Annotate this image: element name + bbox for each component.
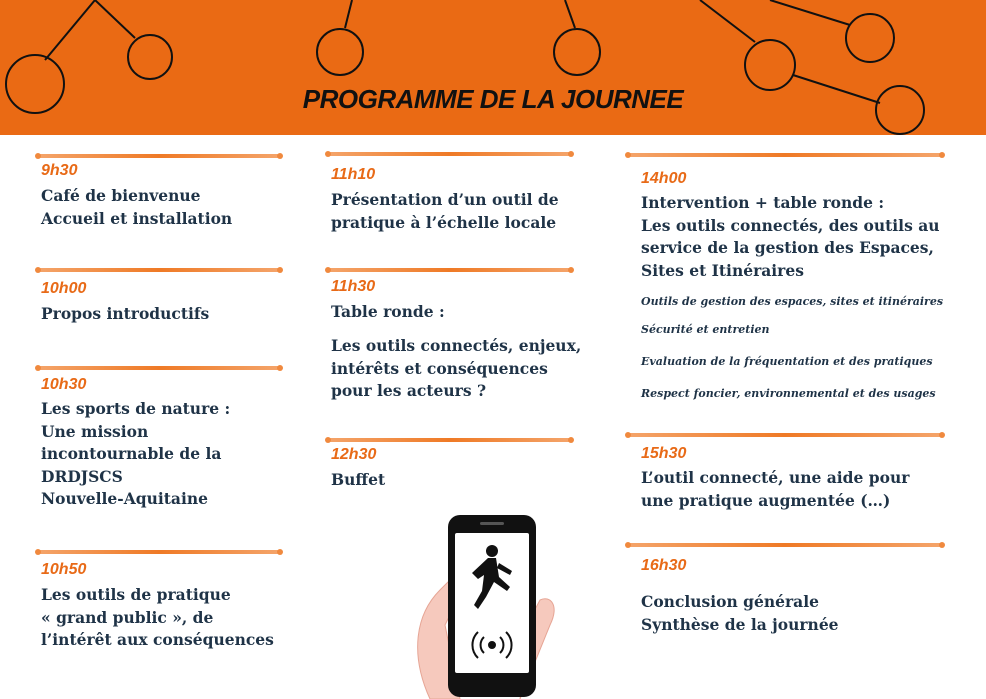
time-label: 10h00 xyxy=(41,280,87,297)
page-title: PROGRAMME DE LA JOURNEE xyxy=(302,84,684,114)
divider xyxy=(328,438,571,442)
phone-illustration xyxy=(400,505,570,699)
subtopic: Outils de gestion des espaces, sites et itinéraires xyxy=(641,295,944,308)
agenda-item: Café de bienvenue Accueil et installation xyxy=(41,186,233,228)
subtopic: Sécurité et entretien xyxy=(641,323,770,336)
agenda-item-detail: Les outils connectés, enjeux, intérêts et conséquences pour les acteurs ? xyxy=(331,336,582,400)
agenda-item: Les outils de pratique « grand public », de l’intérêt aux conséquences xyxy=(41,585,274,649)
divider xyxy=(628,153,942,157)
divider xyxy=(328,152,571,156)
agenda-item: Intervention + table ronde : Les outils connectés, des outils au service de la gestion des Espaces, Sites et Itinéraires xyxy=(641,193,940,280)
divider xyxy=(628,433,942,437)
subtopic: Respect foncier, environnemental et des usages xyxy=(641,387,936,400)
time-label: 11h10 xyxy=(331,166,376,183)
time-label: 15h30 xyxy=(641,445,687,462)
time-label: 12h30 xyxy=(331,446,377,463)
divider xyxy=(38,550,280,554)
agenda-item: Propos introductifs xyxy=(41,304,210,323)
agenda-item: Conclusion générale Synthèse de la journée xyxy=(641,592,839,634)
divider xyxy=(38,366,280,370)
divider xyxy=(38,268,280,272)
agenda-item: Buffet xyxy=(331,470,386,489)
time-label: 16h30 xyxy=(641,557,687,574)
agenda-item: L’outil connecté, une aide pour une pratique augmentée (…) xyxy=(641,468,910,510)
agenda-item: Table ronde : xyxy=(331,302,445,321)
agenda-item: Présentation d’un outil de pratique à l’échelle locale xyxy=(331,190,559,232)
divider xyxy=(328,268,571,272)
time-label: 11h30 xyxy=(331,278,376,295)
subtopic: Evaluation de la fréquentation et des pratiques xyxy=(641,355,933,368)
agenda-item: Les sports de nature : Une mission incontournable de la DRDJSCS Nouvelle-Aquitaine xyxy=(41,399,231,508)
header-banner xyxy=(0,0,986,135)
divider xyxy=(628,543,942,547)
time-label: 14h00 xyxy=(641,170,687,187)
divider xyxy=(38,154,280,158)
time-label: 10h30 xyxy=(41,376,87,393)
time-label: 9h30 xyxy=(41,162,78,179)
time-label: 10h50 xyxy=(41,561,87,578)
